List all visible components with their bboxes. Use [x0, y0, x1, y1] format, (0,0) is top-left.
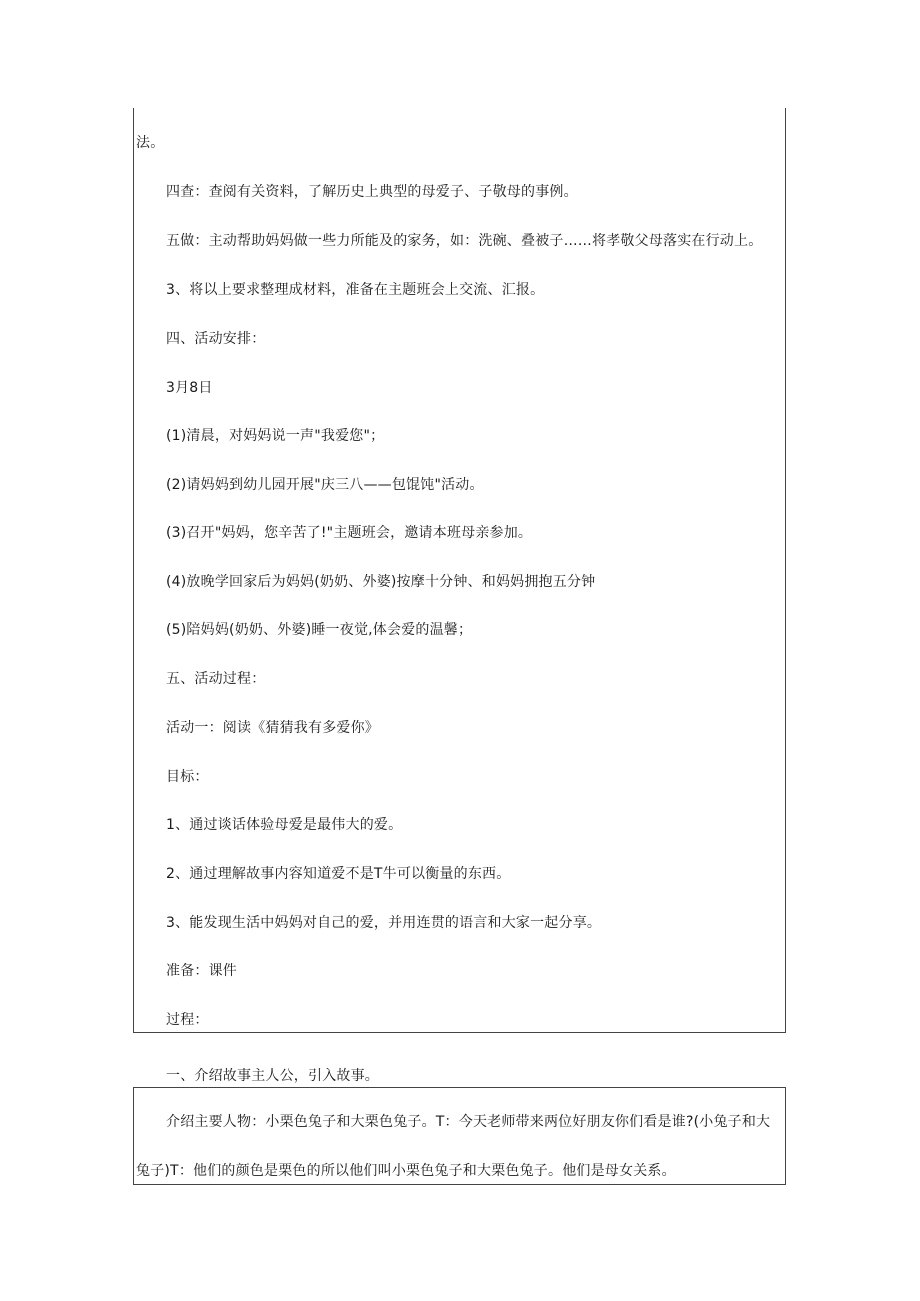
section-heading-activity-schedule: 四、活动安排： — [166, 331, 266, 347]
text-line-process: 过程： — [166, 1012, 209, 1028]
goal-item-2: 2、通过理解故事内容知道爱不是T牛可以衡量的东西。 — [166, 866, 511, 882]
goal-item-1: 1、通过谈话体验母爱是最伟大的爱。 — [166, 817, 403, 833]
section-heading-activity-process: 五、活动过程： — [166, 671, 266, 687]
schedule-item-2: (2)请妈妈到幼儿园开展"庆三八——包馄饨"活动。 — [166, 477, 484, 493]
text-line-date: 3月8日 — [166, 380, 213, 396]
text-line-item-3: 3、将以上要求整理成材料，准备在主题班会上交流、汇报。 — [166, 282, 545, 298]
schedule-item-1: (1)清晨，对妈妈说一声"我爱您"； — [166, 428, 385, 444]
text-line-fa: 法。 — [136, 135, 165, 151]
text-line-wuzuo: 五做：主动帮助妈妈做一些力所能及的家务，如：洗碗、叠被子……将孝敬父母落实在行动上。 — [166, 233, 763, 249]
text-line-activity-one: 活动一：阅读《猜猜我有多爱你》 — [166, 720, 379, 736]
schedule-item-3: (3)召开"妈妈，您辛苦了!"主题班会，邀请本班母亲参加。 — [166, 525, 533, 541]
goal-item-3: 3、能发现生活中妈妈对自己的爱，并用连贯的语言和大家一起分享。 — [166, 915, 602, 931]
text-line-goals: 目标： — [166, 769, 209, 785]
schedule-item-5: (5)陪妈妈(奶奶、外婆)睡一夜觉,体会爱的温馨； — [166, 622, 473, 638]
text-line-preparation: 准备：课件 — [166, 963, 237, 979]
intro-line-1: 介绍主要人物：小栗色兔子和大栗色兔子。T：今天老师带来两位好朋友你们看是谁?(小兔子和大 — [166, 1114, 771, 1130]
text-line-sicha: 四查：查阅有关资料，了解历史上典型的母爱子、子敬母的事例。 — [166, 184, 578, 200]
section-heading-introduce-story: 一、介绍故事主人公，引入故事。 — [166, 1068, 379, 1084]
schedule-item-4: (4)放晚学回家后为妈妈(奶奶、外婆)按摩十分钟、和妈妈拥抱五分钟 — [166, 574, 596, 590]
intro-line-2: 兔子)T：他们的颜色是栗色的所以他们叫小栗色兔子和大栗色兔子。他们是母女关系。 — [136, 1163, 676, 1179]
